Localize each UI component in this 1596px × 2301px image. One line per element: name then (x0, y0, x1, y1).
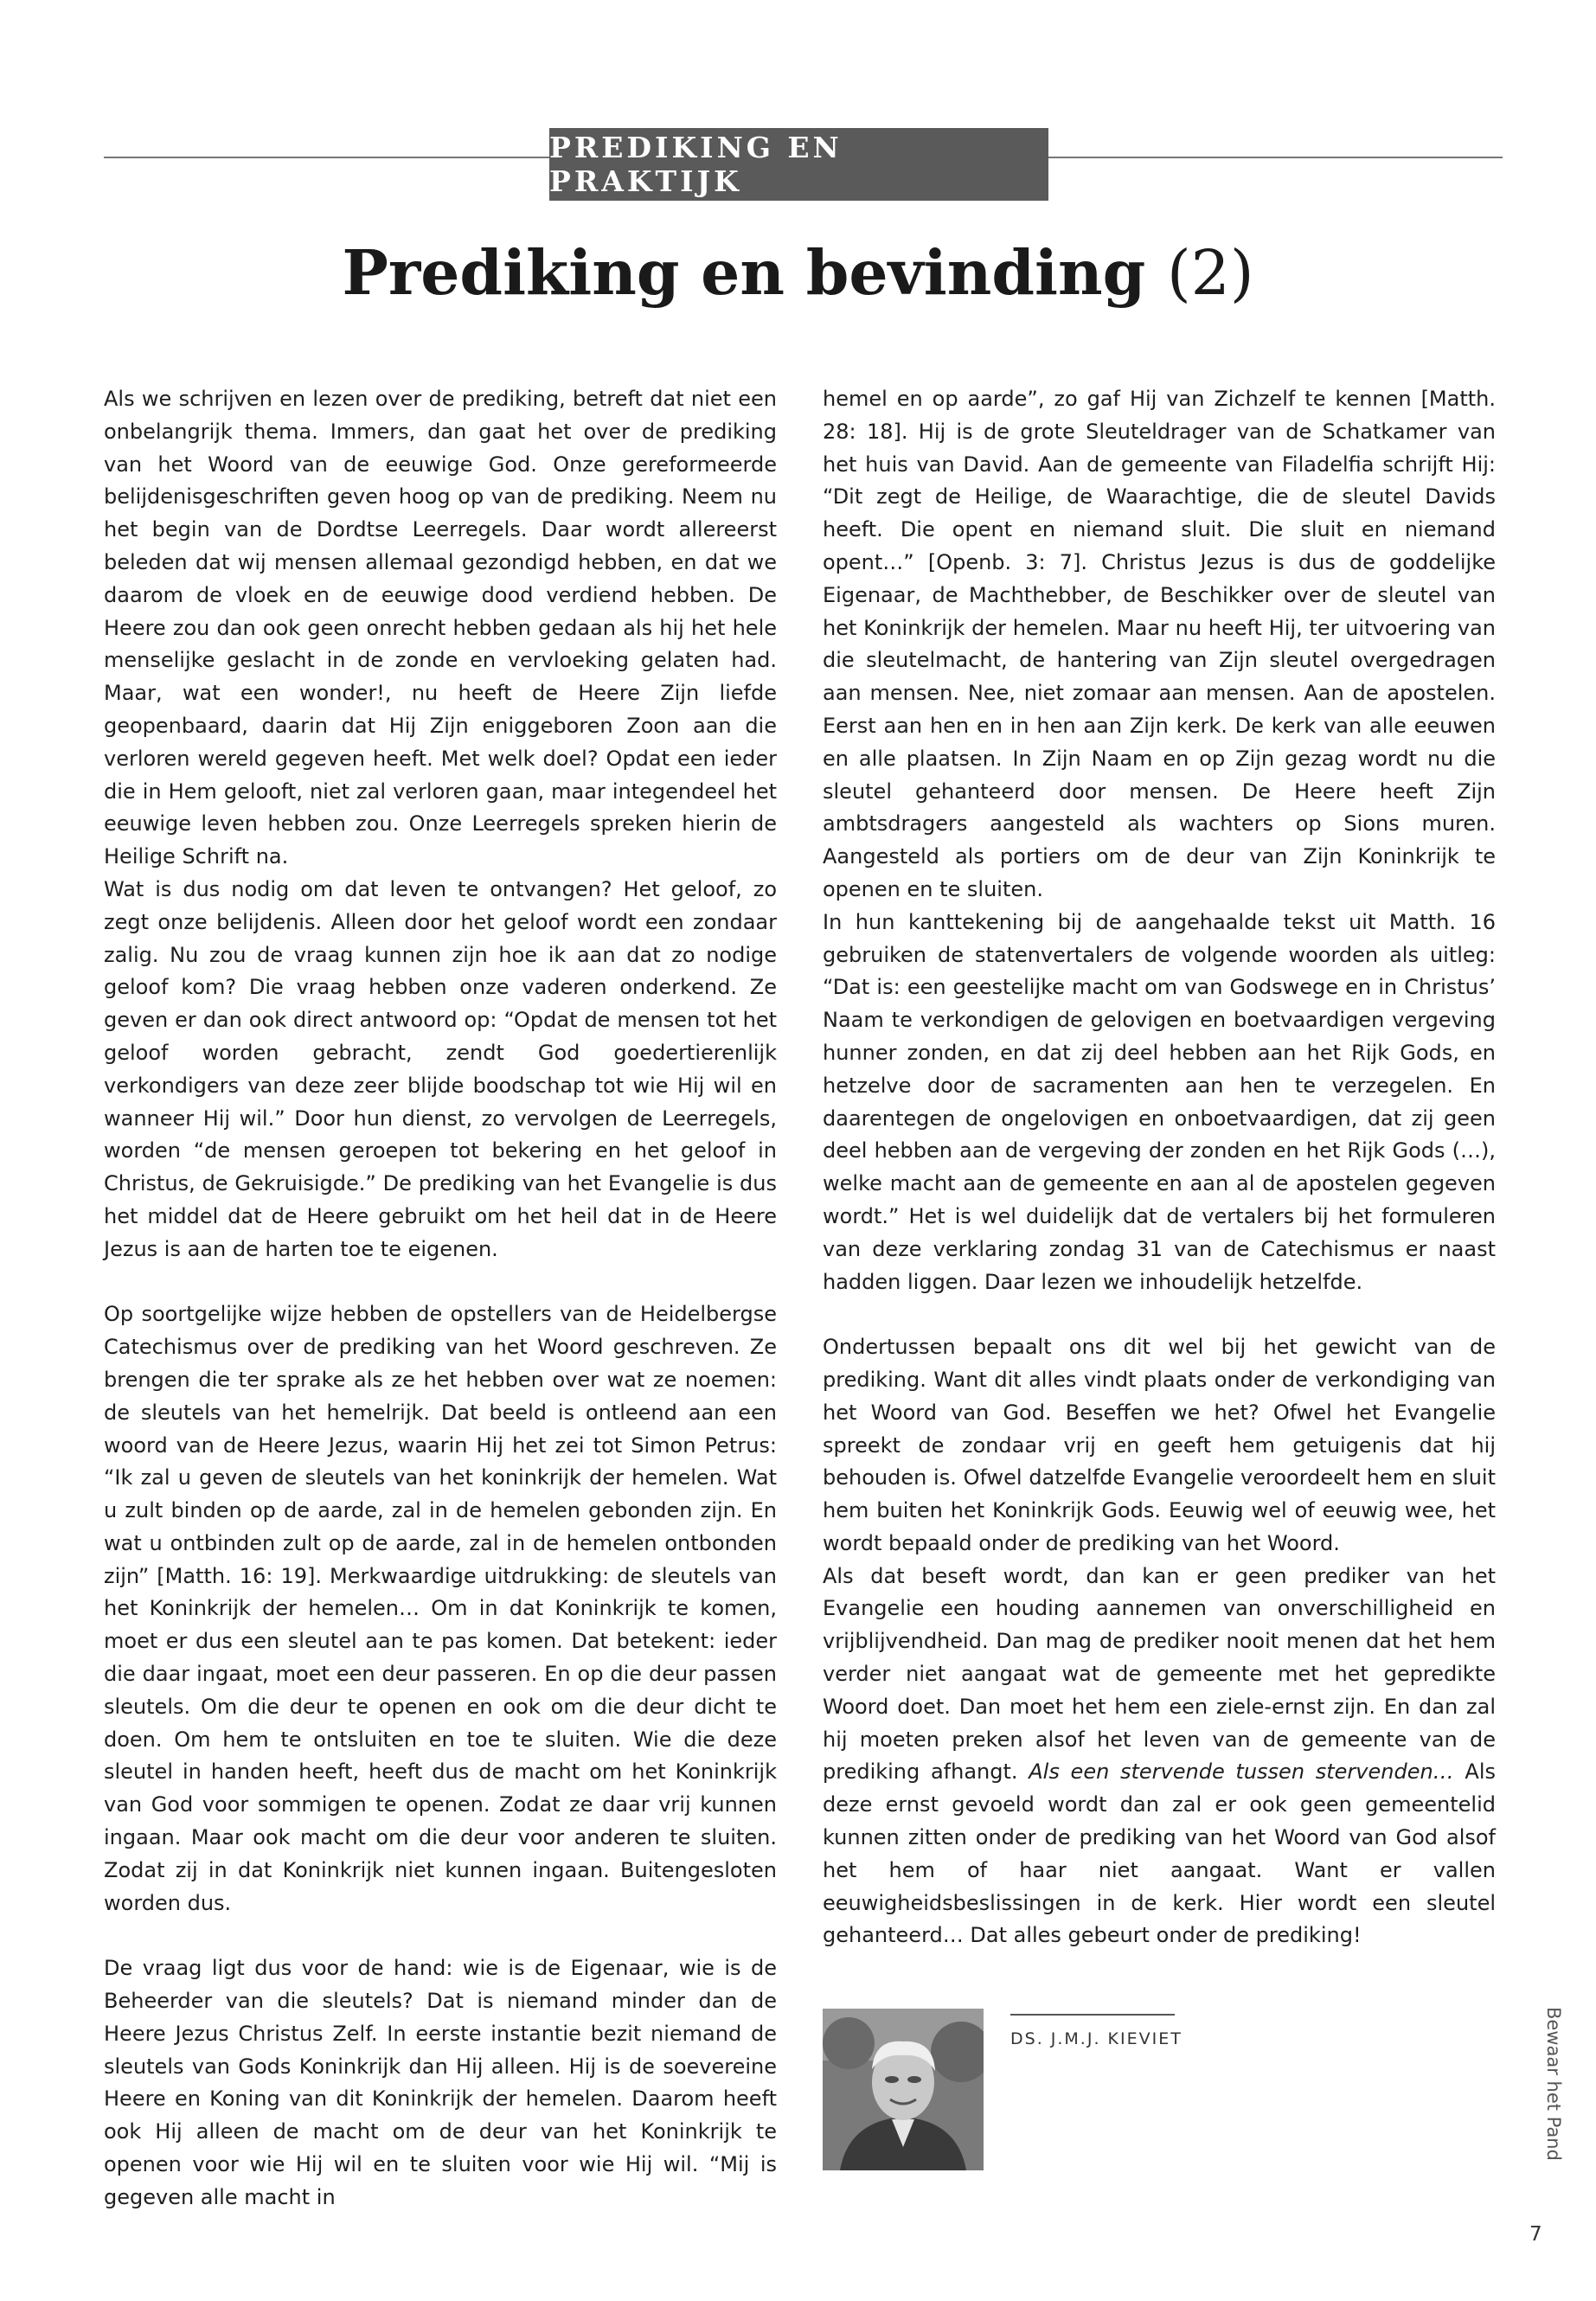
paragraph-text: Als dat beseft wordt, dan kan er geen prediker van het Evangelie een houding aannemen van onverschilligheid en vrijblijvendheid. Dan mag de prediker nooit menen dat het hem verder niet aangaat wat de gemeente met het gepredikte Woord doet. Dan moet het hem een ziele-ernst zijn. En dan zal hij moeten preken alsof het leven van de gemeente van de prediking afhangt. (823, 1563, 1496, 1785)
paragraph: In hun kanttekening bij de aangehaalde tekst uit Matth. 16 gebruiken de statenvertalers de volgende woorden als uitleg: “Dat is: een geestelijke macht om van Godswege en in Christus’ Naam te verkondigen de gelovigen en boetvaardigen vergeving hunner zonden, en dat zij deel hebben aan het Rijk Gods, en hetzelve door de sacramenten aan hen te verzegelen. En daarentegen de ongelovigen en onboetvaardigen, dat zij geen deel hebben aan de vergeving der zonden en het Rijk Gods (…), welke macht aan de gemeente en aan al de apostelen gegeven wordt.” Het is wel duidelijk dat de vertalers bij het formuleren van deze verklaring zondag 31 van de Catechismus er naast hadden liggen. Daar lezen we inhoudelijk hetzelfde. (823, 909, 1496, 1294)
paragraph: Op soortgelijke wijze hebben de opstellers van de Heidelbergse Catechismus over de prediking van het Woord geschreven. Ze brengen die ter sprake als ze het hebben over wat ze noemen: de sleutels van het hemelrijk. Dat beeld is ontleend aan een woord van de Heere Jezus, waarin Hij het zei tot Simon Petrus: “Ik zal u geven de sleutels van het koninkrijk der hemelen. Wat u zult binden op de aarde, zal in de hemelen gebonden zijn. En wat u ontbinden zult op de aarde, zal in de hemelen ontbonden zijn” [Matth. 16: 19]. Merkwaardige uitdrukking: de sleutels van het Koninkrijk der hemelen… Om in dat Koninkrijk te komen, moet er dus een sleutel aan te pas komen. Dat betekent: ieder die daar ingaat, moet een deur passeren. En op die deur passen sleutels. Om die deur te openen en ook om die deur dicht te doen. Om hem te ontsluiten en toe te sluiten. Wie die deze sleutel in handen heeft, heeft dus de macht om het Koninkrijk van God voor sommigen te openen. Zodat ze daar vrij kunnen ingaan. Maar ook macht om die deur voor anderen te sluiten. Zodat zij in dat Koninkrijk niet kunnen ingaan. Buitengesloten worden dus. (104, 1302, 777, 1915)
paragraph (823, 1561, 1496, 1953)
header-rule-left (104, 157, 549, 158)
paragraph: Als we schrijven en lezen over de prediking, betreft dat niet een onbelangrijk thema. Immers, dan gaat het over de prediking van het Woord van de eeuwige God. Onze gereformeerde belijdenisgeschriften geven hoog op van de prediking. Neem nu het begin van de Dordtse Leerregels. Daar wordt allereerst beleden dat wij mensen allemaal gezondigd hebben, en dat we daarom de vloek en de eeuwige dood verdiend hebben. De Heere zou dan ook geen onrecht hebben gedaan als hij het hele menselijke geslacht in de zonde en vervloeking gelaten had. Maar, wat een wonder!, nu heeft de Heere Zijn liefde geopenbaard, daarin dat Hij Zijn eniggeboren Zoon aan die verloren wereld gegeven heeft. Met welk doel? Opdat een ieder die in Hem gelooft, niet zal verloren gaan, maar integendeel het eeuwige leven hebben zou. Onze Leerregels spreken hierin de Heilige Schrift na. (104, 387, 777, 869)
author-rule (1010, 2014, 1175, 2016)
paragraph: hemel en op aarde”, zo gaf Hij van Zichzelf te kennen [Matth. 28: 18]. Hij is de grote Sleuteldrager van de Schatkamer van het huis van David. Aan de gemeente van Filadelfia schrijft Hij: “Dit zegt de Heilige, de Waarachtige, die de sleutel Davids heeft. Die opent en niemand sluit. Die sluit en niemand opent…” [Openb. 3: 7]. Christus Jezus is dus de goddelijke Eigenaar, de Machthebber, de Beschikker over de sleutel van het Koninkrijk der hemelen. Maar nu heeft Hij, ter uitvoering van die sleutelmacht, de hantering van Zijn sleutel overgedragen aan mensen. Nee, niet zomaar aan mensen. Aan de apostelen. Eerst aan hen en in hen aan Zijn kerk. De kerk van alle eeuwen en alle plaatsen. In Zijn Naam en op Zijn gezag wordt nu die sleutel gehanteerd door mensen. De Heere heeft Zijn ambtsdragers aangesteld als wachters op Sions muren. Aangesteld als portiers om de deur van Zijn Koninkrijk te openen en te sluiten. (823, 387, 1496, 901)
journal-name: Bewaar het Pand (1543, 2007, 1564, 2161)
article-title (0, 238, 1596, 309)
paragraph: Wat is dus nodig om dat leven te ontvangen? Het geloof, zo zegt onze belijdenis. Alleen door het geloof wordt een zondaar zalig. Nu zou de vraag kunnen zijn hoe ik aan dat zo nodige geloof kom? Die vraag hebben onze vaderen onderkend. Ze geven er dan ook direct antwoord op: “Opdat de mensen tot het geloof worden gebracht, zendt God goedertierenlijk verkondigers van deze zeer blijde boodschap tot wie Hij wil en wanneer Hij wil.” Door hun dienst, zo vervolgen de Leerregels, worden “de mensen geroepen tot bekering en het geloof in Christus, de Gekruisigde.” De prediking van het Evangelie is dus het middel dat de Heere gebruikt om het heil dat in de Heere Jezus is aan de harten toe te eigenen. (104, 876, 777, 1261)
page-number: 7 (1529, 2223, 1542, 2246)
italic-quote: Als een stervende tussen stervenden… (1029, 1759, 1454, 1785)
header-rule-right (1048, 157, 1503, 158)
paragraph: De vraag ligt dus voor de hand: wie is de Eigenaar, wie is de Beheerder van die sleutels? Dat is niemand minder dan de Heere Jezus Christus Zelf. In eerste instantie bezit niemand de sleutels van Gods Koninkrijk dan Hij alleen. Hij is de soevereine Heere en Koning van dit Koninkrijk der hemelen. Daarom heeft ook Hij alleen de macht om de deur van het Koninkrijk te openen voor wie Hij wil en te sluiten voor wie Hij wil. “Mij is gegeven alle macht in (104, 1956, 777, 2209)
right-column (823, 383, 1496, 1952)
paragraph: Ondertussen bepaalt ons dit wel bij het gewicht van de prediking. Want dit alles vindt plaats onder de verkondiging van het Woord van God. Beseffen we het? Ofwel het Evangelie spreekt de zondaar vrij en geeft hem getuigenis dat hij behouden is. Ofwel datzelfde Evangelie veroordeelt hem en sluit hem buiten het Koninkrijk Gods. Eeuwig wel of eeuwig wee, het wordt bepaald onder de prediking van het Woord. (823, 1335, 1496, 1555)
paragraph-text: Als deze ernst gevoeld wordt dan zal er ook geen gemeentelid kunnen zitten onder de prediking van het Woord van God alsof het hem of haar niet aangaat. Want er vallen eeuwigheidsbeslissingen in de kerk. Hier wordt een sleutel gehanteerd… Dat alles gebeurt onder de prediking! (823, 1759, 1496, 1948)
title-number: (2) (1166, 237, 1254, 309)
author-photo (823, 2009, 984, 2170)
portrait-image (823, 2009, 984, 2170)
author-name: DS. J.M.J. KIEVIET (1010, 2029, 1183, 2048)
left-column (104, 383, 777, 2214)
title-text: Prediking en bevinding (342, 236, 1146, 309)
section-badge: PREDIKING EN PRAKTIJK (549, 128, 1048, 201)
